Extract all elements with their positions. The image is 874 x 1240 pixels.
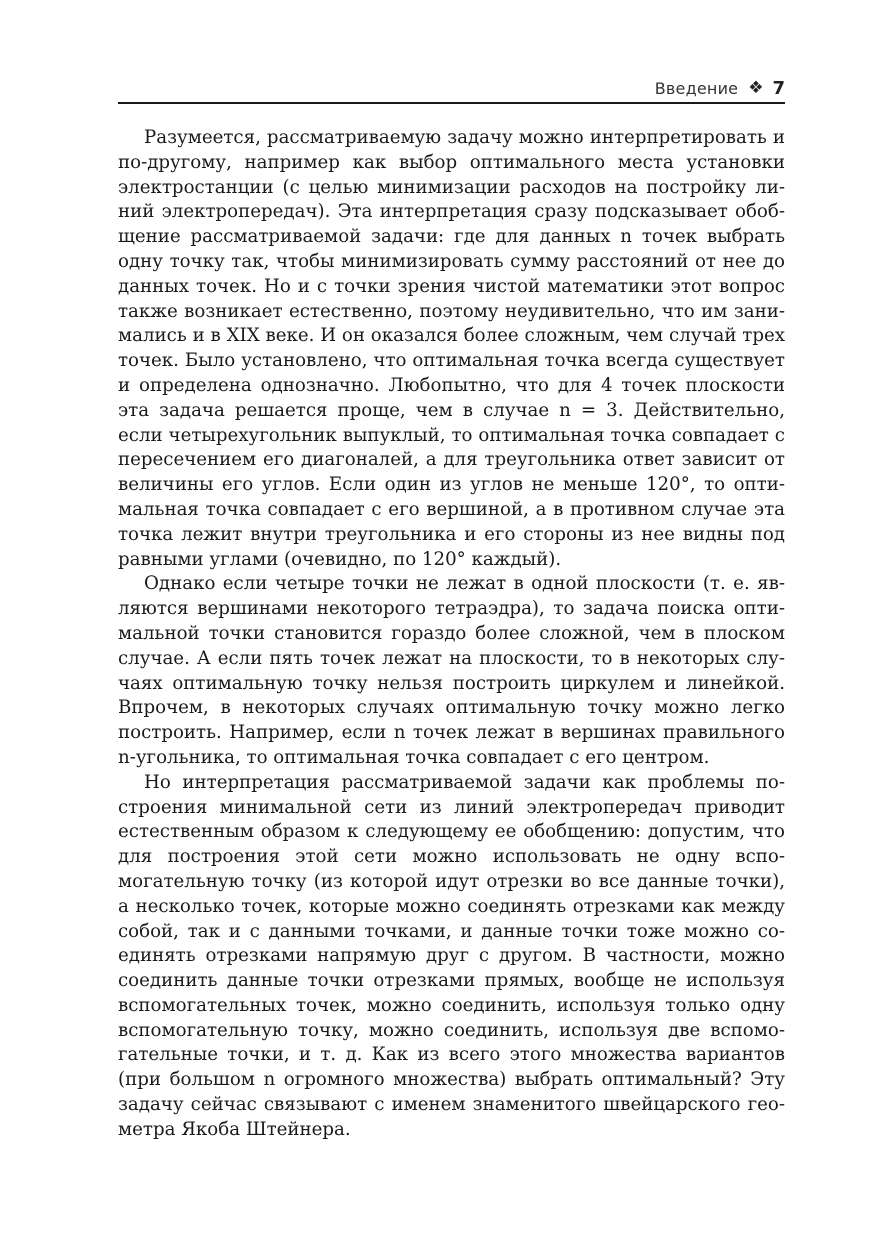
body-text: [118, 126, 785, 1143]
paragraph-3: Но интерпретация рассматриваемой задачи как проблемы построения минимальной сети из линий электропередач приводит естественным образом к следующему ее обобщению: допустим, что для построения этой сети можно использовать не одну вспомогательную точку (из которой идут отрезки во все данные точки), а несколько точек, которые можно соединять отрезками как между собой, так и с данными точками, и данные точки тоже можно соединять отрезками напрямую друг с другом. В частности, можно соединить данные точки отрезками прямых, вообще не используя вспомогательных точек, можно соединить, используя только одну вспомогательную точку, можно соединить, используя две вспомогательные точки, и т. д. Как из всего этого множества вариантов (при большом n огромного множества) выбрать оптимальный? Эту задачу сейчас связывают с именем знаменитого швейцарского геометра Якоба Штейнера.: [118, 771, 785, 1140]
page-number: 7: [772, 77, 785, 99]
section-title: Введение: [654, 78, 739, 98]
running-header: [118, 74, 785, 104]
paragraph-1: Разумеется, рассматриваемую задачу можно интерпретировать и по-другому, например как выбор оптимального места установки электростанции (с целью минимизации расходов на постройку линий электропередач). Эта интерпретация сразу подсказывает обобщение рассматриваемой задачи: где для данных n точек выбрать одну точку так, чтобы минимизировать сумму расстояний от нее до данных точек. Но и с точки зрения чистой математики этот вопрос также возникает естественно, поэтому неудивительно, что им занимались и в XIX веке. И он оказался более сложным, чем случай трех точек. Было установлено, что оптимальная точка всегда существует и определена однозначно. Любопытно, что для 4 точек плоскости эта задача решается проще, чем в случае n = 3. Действительно, если четырехугольник выпуклый, то оптимальная точка совпадает с пересечением его диагоналей, а для треугольника ответ зависит от величины его углов. Если один из углов не меньше 120°, то оптимальная точка совпадает с его вершиной, а в противном случае эта точка лежит внутри треугольника и его стороны из нее видны под равными углами (очевидно, по 120° каждый).: [118, 127, 785, 570]
ornament-separator: ❖: [748, 78, 764, 98]
paragraph-2: Однако если четыре точки не лежат в одной плоскости (т. е. являются вершинами некоторого тетраэдра), то задача поиска оптимальной точки становится гораздо более сложной, чем в плоском случае. А если пять точек лежат на плоскости, то в некоторых случаях оптимальную точку нельзя построить циркулем и линейкой. Впрочем, в некоторых случаях оптимальную точку можно легко построить. Например, если n точек лежат в вершинах правильного n-угольника, то оптимальная точка совпадает с его центром.: [118, 573, 785, 768]
